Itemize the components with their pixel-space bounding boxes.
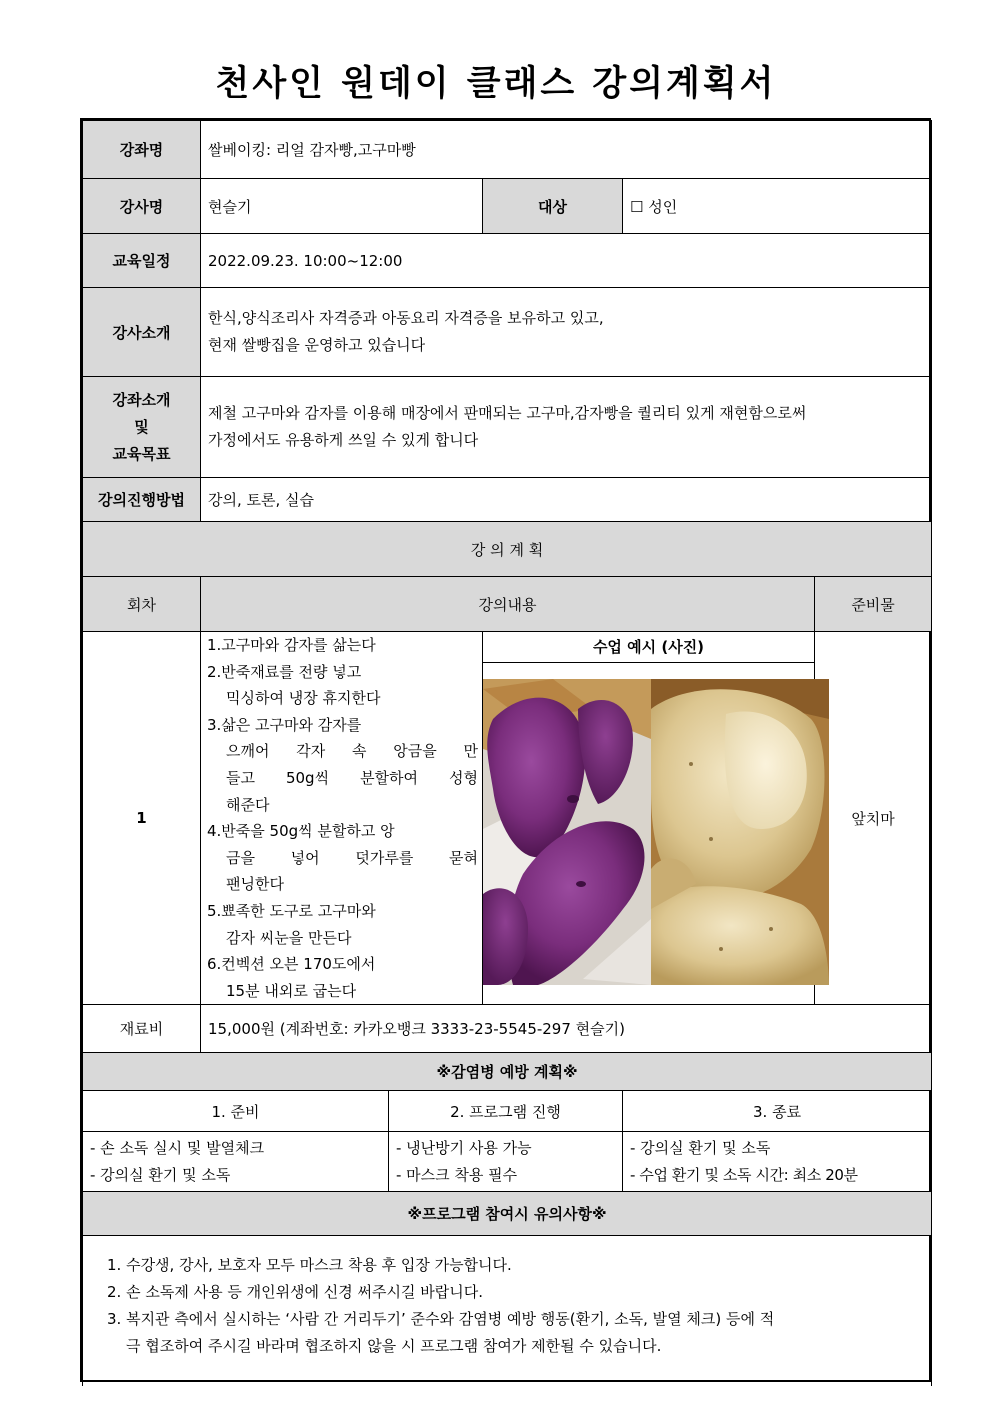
value-schedule: 2022.09.23. 10:00~12:00 [201,234,932,288]
label-instructor-intro: 강사소개 [83,288,201,377]
steps-list [201,632,482,1004]
sweet-potato-bread-image [483,679,651,985]
value-instructor-name: 현슬기 [201,179,483,234]
prevention-section-title: ※감염병 예방 계획※ [83,1053,932,1091]
prevention-list-prepare [83,1132,389,1192]
row-schedule [83,234,932,288]
row-method [83,478,932,522]
prevention-item: - 수업 환기 및 소독 시간: 최소 20분 [630,1165,858,1184]
row-prevention-headers [83,1091,932,1132]
materials-value: 앞치마 [815,632,932,1005]
value-course-intro [201,377,932,478]
label-method: 강의진행방법 [83,478,201,522]
prevention-header-progress: 2. 프로그램 진행 [389,1091,623,1132]
class-example-photo [483,679,829,985]
value-course-name: 쌀베이킹: 리얼 감자빵,고구마빵 [201,121,932,179]
row-notes-title [83,1192,932,1236]
lesson-step-5 [207,898,478,951]
instructor-intro-line-2: 현재 쌀빵집을 운영하고 있습니다 [208,336,426,354]
row-plan-headers [83,577,932,632]
prevention-item: - 강의실 환기 및 소독 [630,1138,771,1157]
note-item-2: 2. 손 소독제 사용 등 개인위생에 신경 써주시길 바랍니다. [107,1283,484,1302]
prevention-list-progress [389,1132,623,1192]
checkbox-icon: ☐ [630,197,644,216]
lesson-step-text: 6.컨벡션 오븐 170도에서 [207,955,376,974]
photo-title: 수업 예시 (사진) [483,632,814,663]
row-prevention-title [83,1053,932,1091]
label-schedule: 교육일정 [83,234,201,288]
notes-section-title: ※프로그램 참여시 유의사항※ [83,1192,932,1236]
value-method: 강의, 토론, 실습 [201,478,932,522]
row-course-name [83,121,932,179]
potato-bread-image [651,679,829,985]
plan-section-title: 강 의 계 획 [83,522,932,577]
course-intro-line-2: 가정에서도 유용하게 쓰일 수 있게 합니다 [208,431,479,449]
label-course-name: 강좌명 [83,121,201,179]
lesson-step-continuation: 들고 50g씩 분할하여 성형 [226,768,478,787]
note-item-3-line-2: 극 협조하여 주시길 바라며 협조하지 않을 시 프로그램 참여가 제한될 수 있습니다. [126,1337,662,1356]
plan-table [82,120,932,1386]
plan-form [80,118,931,1382]
lesson-step-continuation: 으깨어 각자 속 앙금을 만 [226,742,478,761]
steps-cell [201,632,483,1005]
label-course-intro-line-2: 및 [134,417,149,436]
row-session-1 [83,632,932,1005]
prevention-list-end [623,1132,932,1192]
lesson-step-text: 2.반죽재료를 전량 넣고 [207,662,362,681]
prevention-item: - 마스크 착용 필수 [396,1165,518,1184]
header-content: 강의내용 [201,577,815,632]
header-session: 회차 [83,577,201,632]
lesson-step-continuation: 감자 씨눈을 만든다 [226,928,352,947]
prevention-header-end: 3. 종료 [623,1091,932,1132]
lesson-step-3 [207,712,478,818]
row-instructor-intro [83,288,932,377]
lesson-step-continuation: 15분 내외로 굽는다 [226,981,357,1000]
document-title: 천사인 원데이 클래스 강의계획서 [215,64,777,104]
label-instructor-name: 강사명 [83,179,201,234]
prevention-item: - 손 소독 실시 및 발열체크 [90,1138,265,1157]
row-course-intro [83,377,932,478]
label-material-fee: 재료비 [83,1005,201,1053]
row-material-fee [83,1005,932,1053]
lesson-step-6 [207,951,478,1004]
row-notes [83,1236,932,1386]
note-item-1: 1. 수강생, 강사, 보호자 모두 마스크 착용 후 입장 가능합니다. [107,1256,512,1275]
header-materials: 준비물 [815,577,932,632]
lesson-step-text: 1.고구마와 감자를 삶는다 [207,636,376,654]
label-course-intro [83,377,201,478]
lesson-step-1 [207,632,478,659]
row-instructor [83,179,932,234]
photo-cell [483,632,815,1005]
notes-list [83,1236,932,1386]
instructor-intro-line-1: 한식,양식조리사 자격증과 아동요리 자격증을 보유하고 있고, [208,309,604,327]
label-course-intro-line-3: 교육목표 [112,444,171,463]
prevention-item: - 강의실 환기 및 소독 [90,1165,231,1184]
lesson-step-continuation: 금을 넣어 덧가루를 묻혀 [226,848,478,867]
lesson-step-text: 4.반죽을 50g씩 분할하고 앙 [207,822,395,841]
label-course-intro-line-1: 강좌소개 [112,390,171,409]
lesson-step-4 [207,818,478,898]
value-instructor-intro [201,288,932,377]
lesson-step-continuation: 팬닝한다 [226,875,284,894]
course-intro-line-1: 제철 고구마와 감자를 이용해 매장에서 판매되는 고구마,감자빵을 퀄리티 있게 재현함으로써 [208,404,807,422]
session-number: 1 [83,632,201,1005]
lesson-step-continuation: 믹싱하여 냉장 휴지한다 [226,689,381,708]
lesson-step-text: 5.뾰족한 도구로 고구마와 [207,901,376,920]
value-material-fee: 15,000원 (계좌번호: 카카오뱅크 3333-23-5545-297 현슬기) [201,1005,932,1053]
lesson-step-text: 3.삶은 고구마와 감자를 [207,715,362,734]
row-prevention-items [83,1132,932,1192]
row-plan-title [83,522,932,577]
prevention-header-prepare: 1. 준비 [83,1091,389,1132]
note-item-3-line-1: 3. 복지관 측에서 실시하는 ‘사람 간 거리두기’ 준수와 감염병 예방 행동(환기, 소독, 발열 체크) 등에 적 [107,1310,775,1329]
label-audience: 대상 [483,179,623,234]
value-audience [623,179,932,234]
lesson-step-2 [207,659,478,712]
lesson-step-continuation: 해준다 [226,795,270,814]
audience-text: 성인 [648,197,678,216]
prevention-item: - 냉난방기 사용 가능 [396,1138,532,1157]
